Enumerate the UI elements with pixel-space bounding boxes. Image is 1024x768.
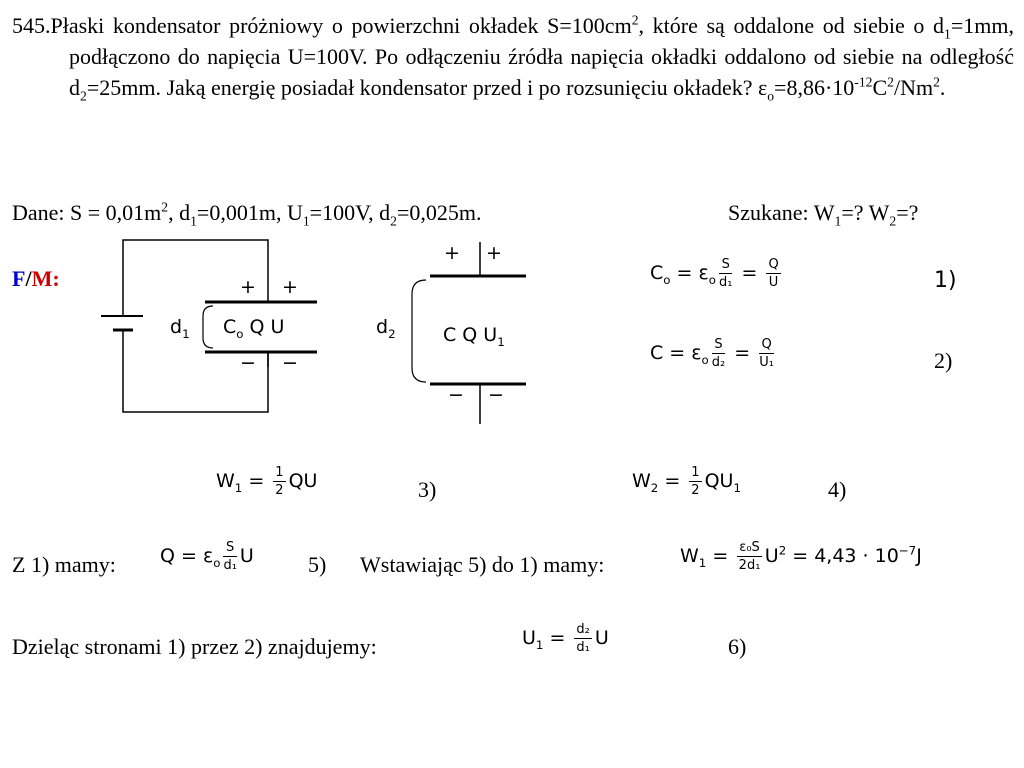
sought-data: Szukane: $W_1=$? $W_2=$? <box>728 200 919 229</box>
derivation-5-intro: Z 1) mamy: <box>12 552 116 577</box>
diagram1-cap-label: $C_o$ Q U <box>223 316 285 341</box>
diagram1-plus-right: + <box>282 276 298 298</box>
diagram1-d1-label: $d_1$ <box>170 316 190 341</box>
diagram2-minus-right: − <box>488 384 504 406</box>
diagram1-minus-left: − <box>240 352 256 374</box>
equation-1: $C_o = \varepsilon_o$ $\frac{S}{\text{d₁}}$ = $\frac{Q}{U}$ <box>650 257 779 290</box>
equation-1-tag: 1) <box>934 268 957 293</box>
equation-6: $U_1$ = $\frac{\text{d₂}}{\text{d₁}}$ U <box>522 622 609 655</box>
given-data: Dane: $S = 0,01m^2$, $d_1=0,001m$, $U_1=100V$, $d_2=0,025m$. <box>12 199 482 229</box>
diagram2-plus-left: + <box>444 242 460 264</box>
equation-6-tag: 6) <box>728 634 747 659</box>
equation-2-tag: 2) <box>934 348 953 373</box>
diagram1-minus-right: − <box>282 352 298 374</box>
equation-3-tag: 3) <box>418 477 437 502</box>
equation-3: $W_1$ = $\frac{1}{2}$ QU <box>216 465 318 498</box>
equation-4: $W_2$ = $\frac{1}{2}$ $QU_1$ <box>632 465 741 498</box>
diagram2-minus-left: − <box>448 384 464 406</box>
equation-5: $Q = \varepsilon_o$ $\frac{S}{\text{d₁}}$ U <box>160 540 254 573</box>
equation-5-tag: 5) <box>308 552 327 577</box>
derivation-5-mid: Wstawiając 5) do 1) mamy: <box>360 552 605 577</box>
d2-brace <box>412 280 426 382</box>
diagram2-cap-label: C Q $U_1$ <box>443 324 505 349</box>
derivation-6-intro: Dzieląc stronami 1) przez 2) znajdujemy: <box>12 634 377 659</box>
equation-4-tag: 4) <box>828 477 847 502</box>
equation-w1-result: $W_1$ = $\frac{\text{ε₀S}}{\text{2d₁}}$ $U^2 = 4,43 \cdot 10^{-7}J$ <box>680 540 922 573</box>
circuit-diagram-1 <box>95 232 335 422</box>
diagram2-plus-right: + <box>486 242 502 264</box>
equation-2: $C = \varepsilon_o$ $\frac{S}{\text{d₂}}$ = $\frac{Q}{\text{U₁}}$ <box>650 337 774 370</box>
fm-label: F/M: <box>12 266 60 291</box>
diagram1-plus-left: + <box>240 276 256 298</box>
problem-statement: 545.Płaski kondensator próżniowy o powierzchni okładek $S=100cm^2$, które są oddalone od siebie o $d_1=1mm$, podłączono do napięcia U=100V. Po odłączeniu źródła napięcia okładki oddalono od siebie na odległość $d_2=25mm$. Jaką energię posiadał kondensator przed i po rozsunięciu okładek? $\varepsilon_o=8,86\cdot 10^{-12}C^2/Nm^2$. <box>12 12 1014 104</box>
diagram2-d2-label: $d_2$ <box>376 316 396 341</box>
d1-brace <box>203 306 213 348</box>
